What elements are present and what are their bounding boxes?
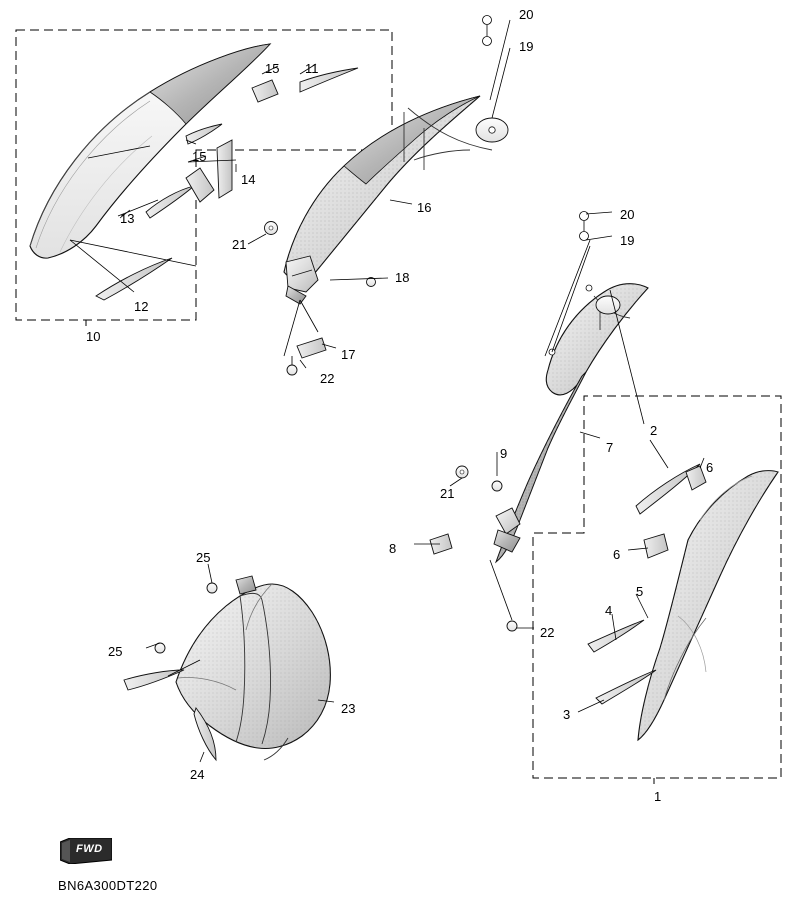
fwd-direction-badge <box>60 838 112 864</box>
callout-7: 7 <box>606 440 614 455</box>
callout-22-lower: 22 <box>540 625 555 640</box>
callout-23: 23 <box>341 701 356 716</box>
callout-25-upper: 25 <box>196 550 211 565</box>
callout-12: 12 <box>134 299 149 314</box>
part-cowling-lower-left <box>176 576 330 760</box>
callout-5: 5 <box>636 584 644 599</box>
callout-20-right: 20 <box>620 207 635 222</box>
callout-8: 8 <box>389 541 397 556</box>
callout-20-upper: 20 <box>519 7 534 22</box>
callout-22-upper: 22 <box>320 371 335 386</box>
callout-25-lower: 25 <box>108 644 123 659</box>
part-cowling-left-inner <box>30 44 270 258</box>
callout-2: 2 <box>650 423 658 438</box>
callout-13: 13 <box>120 211 135 226</box>
callout-19-upper: 19 <box>519 39 534 54</box>
part-cowling-middle <box>284 96 508 281</box>
part-cowling-right-upper <box>496 284 648 562</box>
callout-19-right: 19 <box>620 233 635 248</box>
callout-21-lower: 21 <box>440 486 455 501</box>
callout-18: 18 <box>395 270 410 285</box>
callout-6-upper: 6 <box>706 460 714 475</box>
callout-15-lower: 15 <box>192 149 207 164</box>
callout-4: 4 <box>605 603 613 618</box>
callout-24: 24 <box>190 767 205 782</box>
leader-lines-right-mid <box>414 212 644 629</box>
callout-6-lower: 6 <box>613 547 621 562</box>
fwd-label: FWD <box>76 843 103 855</box>
callout-3: 3 <box>563 707 571 722</box>
callout-11: 11 <box>305 61 319 76</box>
part-cowling-right-lower <box>638 471 778 740</box>
callout-16: 16 <box>417 200 432 215</box>
group-box-1 <box>533 396 781 784</box>
part-code-label: BN6A300DT220 <box>58 878 158 893</box>
callout-15-upper: 15 <box>265 61 280 76</box>
callout-10-group: 10 <box>86 329 101 344</box>
callout-14: 14 <box>241 172 256 187</box>
callout-17: 17 <box>341 347 356 362</box>
callout-1-group: 1 <box>654 789 662 804</box>
callout-21-upper: 21 <box>232 237 247 252</box>
callout-9: 9 <box>500 446 508 461</box>
